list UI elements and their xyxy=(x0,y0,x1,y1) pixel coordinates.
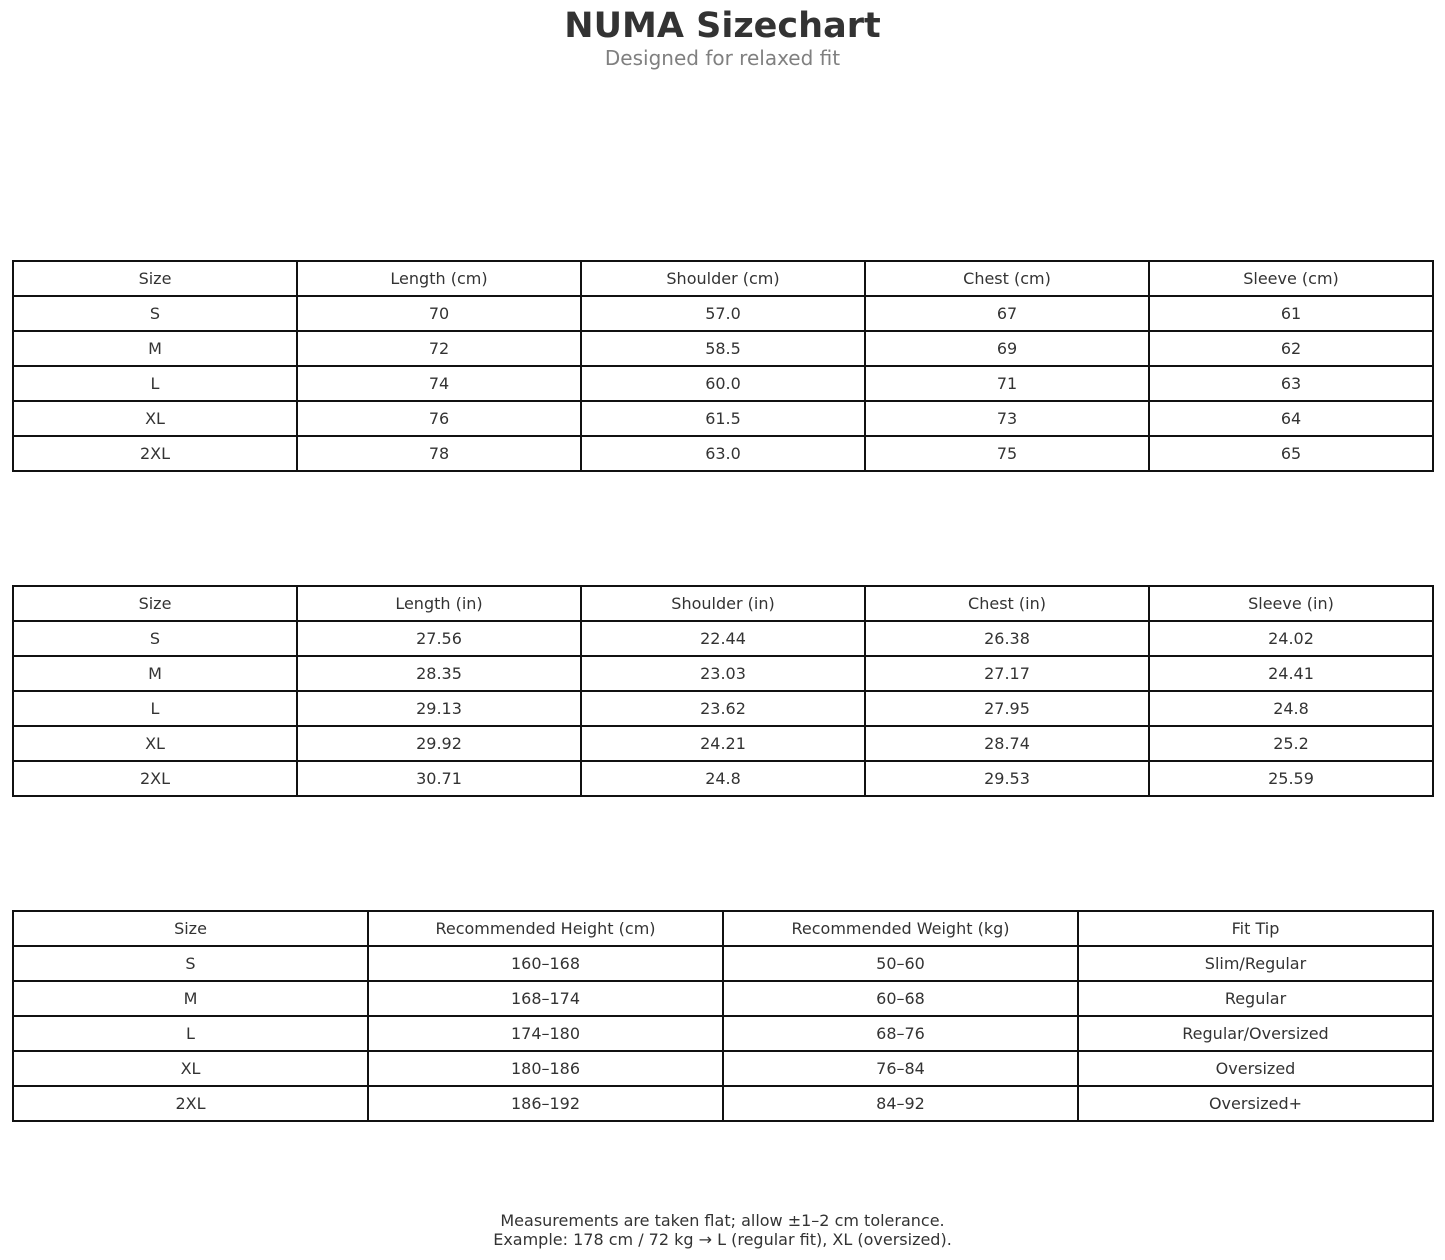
table-cell: S xyxy=(13,296,297,331)
table-cell: L xyxy=(13,366,297,401)
table-cell: 76 xyxy=(297,401,581,436)
table-row xyxy=(13,1051,1433,1086)
table-row xyxy=(13,621,1433,656)
column-header: Length (cm) xyxy=(297,261,581,296)
size-table-cm xyxy=(12,260,1434,472)
table-row xyxy=(13,726,1433,761)
table-cell: L xyxy=(13,691,297,726)
column-header: Recommended Weight (kg) xyxy=(723,911,1078,946)
table-cell: 61.5 xyxy=(581,401,865,436)
table-cell: 25.2 xyxy=(1149,726,1433,761)
table-cell: 2XL xyxy=(13,436,297,471)
table-row xyxy=(13,296,1433,331)
column-header: Size xyxy=(13,586,297,621)
table-cell: 61 xyxy=(1149,296,1433,331)
column-header: Fit Tip xyxy=(1078,911,1433,946)
table-cell: 23.62 xyxy=(581,691,865,726)
example-note: Example: 178 cm / 72 kg → L (regular fit), XL (oversized). xyxy=(493,1230,952,1249)
table-cell: 72 xyxy=(297,331,581,366)
table-cell: 73 xyxy=(865,401,1149,436)
page-title: NUMA Sizechart xyxy=(564,6,881,46)
table-cell: Regular xyxy=(1078,981,1433,1016)
table-cell: 60–68 xyxy=(723,981,1078,1016)
table-cell: XL xyxy=(13,1051,368,1086)
column-header: Size xyxy=(13,261,297,296)
column-header: Chest (cm) xyxy=(865,261,1149,296)
table-row xyxy=(13,331,1433,366)
table-cell: 27.17 xyxy=(865,656,1149,691)
table-cell: 168–174 xyxy=(368,981,723,1016)
table-cell: M xyxy=(13,981,368,1016)
table-row xyxy=(13,436,1433,471)
table-cell: 84–92 xyxy=(723,1086,1078,1121)
table-cell: 28.35 xyxy=(297,656,581,691)
column-header: Length (in) xyxy=(297,586,581,621)
size-table-in xyxy=(12,585,1434,797)
column-header: Sleeve (cm) xyxy=(1149,261,1433,296)
table-cell: 60.0 xyxy=(581,366,865,401)
table-cell: 27.56 xyxy=(297,621,581,656)
table-cell: 67 xyxy=(865,296,1149,331)
table-header-row xyxy=(13,911,1433,946)
table-cell: 69 xyxy=(865,331,1149,366)
table-cell: 24.21 xyxy=(581,726,865,761)
table-cell: 24.02 xyxy=(1149,621,1433,656)
table-cell: 23.03 xyxy=(581,656,865,691)
table-cell: 24.41 xyxy=(1149,656,1433,691)
table-cell: 64 xyxy=(1149,401,1433,436)
table-cell: 27.95 xyxy=(865,691,1149,726)
table-cell: 2XL xyxy=(13,761,297,796)
column-header: Recommended Height (cm) xyxy=(368,911,723,946)
table-cell: 50–60 xyxy=(723,946,1078,981)
table-row xyxy=(13,761,1433,796)
table-cell: 24.8 xyxy=(1149,691,1433,726)
table-cell: 26.38 xyxy=(865,621,1149,656)
table-cell: L xyxy=(13,1016,368,1051)
column-header: Sleeve (in) xyxy=(1149,586,1433,621)
tolerance-note: Measurements are taken flat; allow ±1–2 cm tolerance. xyxy=(500,1211,945,1230)
table-cell: 62 xyxy=(1149,331,1433,366)
column-header: Size xyxy=(13,911,368,946)
page-subtitle: Designed for relaxed fit xyxy=(604,46,841,70)
table-cell: 160–168 xyxy=(368,946,723,981)
table-cell: M xyxy=(13,331,297,366)
table-cell: Regular/Oversized xyxy=(1078,1016,1433,1051)
table-cell: 29.92 xyxy=(297,726,581,761)
table-cell: 68–76 xyxy=(723,1016,1078,1051)
table-cell: 75 xyxy=(865,436,1149,471)
table-cell: 25.59 xyxy=(1149,761,1433,796)
table-header-row xyxy=(13,261,1433,296)
table-cell: Oversized xyxy=(1078,1051,1433,1086)
table-row xyxy=(13,1086,1433,1121)
table-cell: 30.71 xyxy=(297,761,581,796)
column-header: Chest (in) xyxy=(865,586,1149,621)
table-cell: 74 xyxy=(297,366,581,401)
table-cell: 29.53 xyxy=(865,761,1149,796)
table-row xyxy=(13,981,1433,1016)
table-cell: 58.5 xyxy=(581,331,865,366)
column-header: Shoulder (cm) xyxy=(581,261,865,296)
table-cell: 63 xyxy=(1149,366,1433,401)
table-cell: 29.13 xyxy=(297,691,581,726)
table-cell: 63.0 xyxy=(581,436,865,471)
table-row xyxy=(13,366,1433,401)
table-row xyxy=(13,1016,1433,1051)
table-cell: XL xyxy=(13,726,297,761)
table-cell: 71 xyxy=(865,366,1149,401)
table-cell: 78 xyxy=(297,436,581,471)
table-cell: 76–84 xyxy=(723,1051,1078,1086)
table-cell: 186–192 xyxy=(368,1086,723,1121)
table-row xyxy=(13,401,1433,436)
table-cell: Oversized+ xyxy=(1078,1086,1433,1121)
table-cell: 57.0 xyxy=(581,296,865,331)
table-row xyxy=(13,656,1433,691)
table-cell: Slim/Regular xyxy=(1078,946,1433,981)
table-cell: S xyxy=(13,621,297,656)
size-recommendation-table xyxy=(12,910,1434,1122)
table-cell: 22.44 xyxy=(581,621,865,656)
table-row xyxy=(13,946,1433,981)
table-cell: 28.74 xyxy=(865,726,1149,761)
table-cell: 174–180 xyxy=(368,1016,723,1051)
table-row xyxy=(13,691,1433,726)
table-cell: 70 xyxy=(297,296,581,331)
table-cell: 65 xyxy=(1149,436,1433,471)
table-cell: 24.8 xyxy=(581,761,865,796)
table-cell: M xyxy=(13,656,297,691)
table-cell: 180–186 xyxy=(368,1051,723,1086)
table-cell: 2XL xyxy=(13,1086,368,1121)
table-cell: XL xyxy=(13,401,297,436)
column-header: Shoulder (in) xyxy=(581,586,865,621)
table-header-row xyxy=(13,586,1433,621)
table-cell: S xyxy=(13,946,368,981)
